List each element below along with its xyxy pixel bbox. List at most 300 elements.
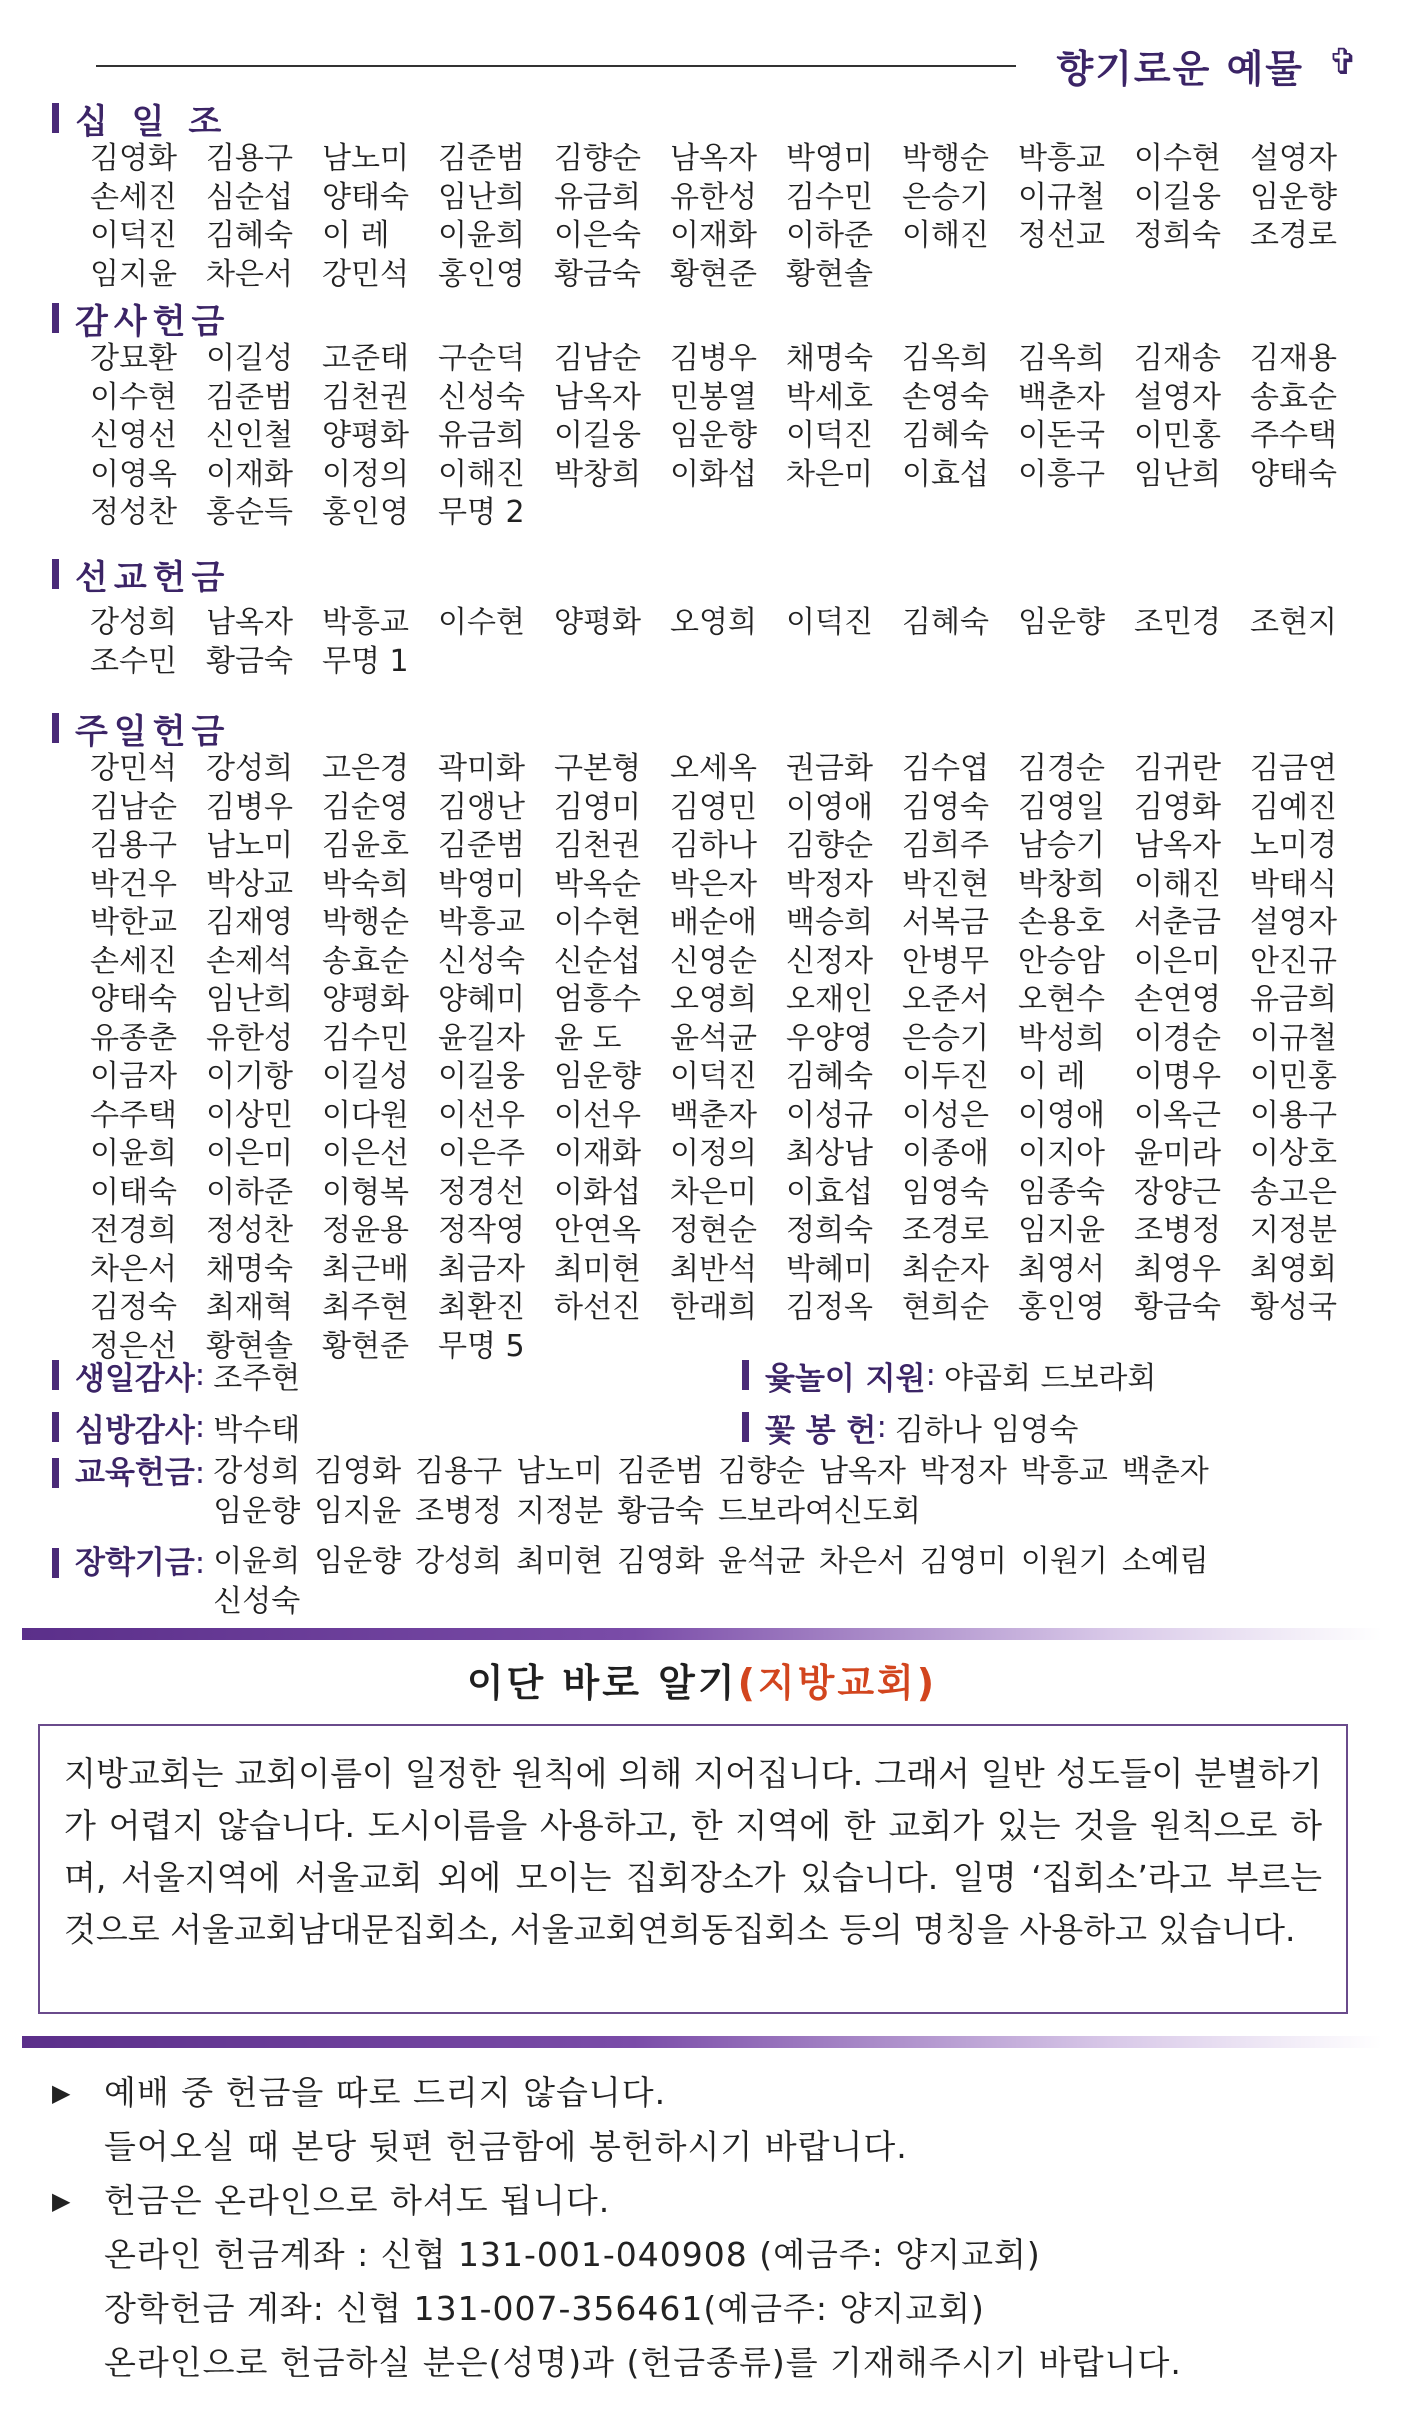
donor-name: 김정옥 bbox=[786, 1290, 873, 1325]
donor-name: 정경선 bbox=[438, 1174, 525, 1210]
donor-name: 조병정 bbox=[1134, 1213, 1221, 1248]
donor-name: 정희숙 bbox=[786, 1213, 873, 1248]
donor-name: 양혜미 bbox=[438, 982, 525, 1017]
donor-name: 정선교 bbox=[1018, 218, 1105, 253]
donor-name: 김혜숙 bbox=[206, 218, 293, 253]
donor-name: 임난희 bbox=[438, 179, 525, 215]
donor-name: 양평화 bbox=[322, 418, 409, 453]
donor-name: 이해진 bbox=[902, 218, 989, 253]
donor-name: 안병무 bbox=[902, 943, 989, 979]
divider-top bbox=[22, 1628, 1382, 1640]
name-list bbox=[90, 750, 1374, 1366]
donor-name: 이은주 bbox=[438, 1136, 525, 1171]
donor-name: 최금자 bbox=[438, 1251, 525, 1287]
donor-name: 이재화 bbox=[206, 456, 293, 492]
section-title: 선교헌금 bbox=[75, 557, 231, 598]
donor-name: 양태숙 bbox=[1250, 456, 1337, 492]
donor-name: 신성숙 bbox=[213, 1584, 301, 1619]
donor-name: 박흥교 bbox=[438, 905, 525, 940]
donor-name: 최미현 bbox=[554, 1251, 641, 1287]
donor-name: 유한성 bbox=[670, 179, 757, 215]
yut-value: 야곱회 드보라회 bbox=[943, 1361, 1157, 1396]
donor-name: 황현준 bbox=[670, 256, 757, 292]
donor-name: 김영미 bbox=[554, 789, 641, 825]
donor-name: 안연옥 bbox=[554, 1213, 641, 1248]
scholarship-label: 장학기금 bbox=[75, 1545, 195, 1581]
flower-label: 꽃 봉 헌 bbox=[765, 1412, 877, 1449]
donor-name: 손세진 bbox=[90, 179, 177, 215]
donor-name: 손제석 bbox=[206, 943, 293, 979]
donor-name: 신정자 bbox=[786, 943, 873, 979]
donor-name: 김남순 bbox=[554, 341, 641, 376]
donor-name: 임운향 bbox=[670, 418, 757, 453]
donor-name: 이영옥 bbox=[90, 456, 177, 492]
donor-name: 임지윤 bbox=[314, 1494, 402, 1529]
donor-name: 서춘금 bbox=[1134, 905, 1221, 940]
donor-name: 강성희 bbox=[90, 605, 177, 640]
note-line: 장학헌금 계좌: 신협 131-007-356461(예금주: 양지교회) bbox=[104, 2289, 985, 2328]
donor-name: 장양근 bbox=[1134, 1174, 1221, 1210]
donor-name: 노미경 bbox=[1250, 828, 1337, 863]
donor-name: 이하준 bbox=[206, 1174, 293, 1210]
donor-name: 조경로 bbox=[1250, 218, 1337, 253]
section-marker bbox=[52, 559, 59, 589]
donor-name: 신성숙 bbox=[438, 379, 525, 415]
page-header bbox=[96, 38, 1364, 94]
donor-name: 최환진 bbox=[438, 1290, 525, 1325]
donor-name: 정작영 bbox=[438, 1213, 525, 1248]
donor-name: 김준범 bbox=[617, 1454, 705, 1489]
donor-name: 조경로 bbox=[902, 1213, 989, 1248]
flower-offering: 꽃 봉 헌 : 김하나 임영숙 bbox=[742, 1404, 1078, 1450]
donor-name: 임운향 bbox=[554, 1059, 641, 1094]
donor-name: 이윤희 bbox=[90, 1136, 177, 1171]
donor-name: 황현솔 bbox=[206, 1328, 293, 1364]
donor-name: 유금희 bbox=[554, 179, 641, 215]
donor-name: 이화섭 bbox=[670, 456, 757, 492]
section-thanks bbox=[52, 296, 1374, 533]
donor-name: 이효섭 bbox=[786, 1174, 873, 1210]
yut-support: 윷놀이 지원 : 야곱회 드보라회 bbox=[742, 1352, 1156, 1398]
donor-name: 유금희 bbox=[438, 418, 525, 453]
donor-name: 황현준 bbox=[322, 1328, 409, 1364]
visit-label: 심방감사 bbox=[75, 1412, 195, 1449]
donor-name: 이정의 bbox=[322, 456, 409, 492]
donor-name: 신순섭 bbox=[554, 943, 641, 979]
scholarship-fund: 장학기금 : 이윤희 임운향 강성희 최미현 김영화 윤석균 차은서 김영미 이원기 소예림신성숙 bbox=[52, 1542, 1374, 1622]
donor-name: 엄흥수 bbox=[554, 982, 641, 1017]
name-list bbox=[90, 604, 1374, 681]
donor-name: 김향순 bbox=[786, 828, 873, 863]
donor-name: 이다원 bbox=[322, 1097, 409, 1133]
donor-name: 이재화 bbox=[554, 1136, 641, 1171]
donor-name: 오재인 bbox=[786, 982, 873, 1017]
donor-name: 이상호 bbox=[1250, 1136, 1337, 1171]
donor-name: 이영애 bbox=[1018, 1097, 1105, 1133]
donor-name: 채명숙 bbox=[786, 341, 873, 376]
donor-name: 이길웅 bbox=[1134, 179, 1221, 215]
donor-name: 김옥희 bbox=[902, 341, 989, 376]
donor-name: 유종춘 bbox=[90, 1020, 177, 1056]
info-title-accent: (지방교회) bbox=[737, 1661, 938, 1705]
donor-name: 신성숙 bbox=[438, 943, 525, 979]
donor-name: 안진규 bbox=[1250, 943, 1337, 979]
donor-name: 이민홍 bbox=[1250, 1059, 1337, 1094]
donor-name: 김용구 bbox=[415, 1454, 503, 1489]
donor-name: 정희숙 bbox=[1134, 218, 1221, 253]
donor-name: 이규철 bbox=[1018, 179, 1105, 215]
donor-name: 황금숙 bbox=[617, 1494, 705, 1529]
donor-name: 양평화 bbox=[322, 982, 409, 1017]
donor-name: 무명 5 bbox=[438, 1328, 525, 1364]
donor-name: 이두진 bbox=[902, 1059, 989, 1094]
donor-name: 정은선 bbox=[90, 1328, 177, 1364]
donor-name: 오세옥 bbox=[670, 751, 757, 786]
donor-name: 임운향 bbox=[314, 1544, 402, 1579]
donor-name: 우양영 bbox=[786, 1020, 873, 1056]
donor-name: 정성찬 bbox=[90, 495, 177, 530]
birthday-label: 생일감사 bbox=[75, 1360, 195, 1397]
donor-name: 정윤용 bbox=[322, 1213, 409, 1248]
donor-name: 백춘자 bbox=[670, 1097, 757, 1133]
donor-name: 최영회 bbox=[1250, 1251, 1337, 1287]
donor-name: 박태식 bbox=[1250, 866, 1337, 902]
donor-name: 박창희 bbox=[1018, 866, 1105, 902]
donor-name: 김천권 bbox=[322, 379, 409, 415]
donor-name: 김예진 bbox=[1250, 789, 1337, 825]
donor-name: 손세진 bbox=[90, 943, 177, 979]
donor-name: 이덕진 bbox=[90, 218, 177, 253]
donor-name: 서복금 bbox=[902, 905, 989, 940]
donor-name: 임난희 bbox=[206, 982, 293, 1017]
donor-name: 송고은 bbox=[1250, 1174, 1337, 1210]
donor-name: 양태숙 bbox=[322, 179, 409, 215]
info-title-main: 이단 바로 알기 bbox=[466, 1661, 738, 1705]
donor-name: 설영자 bbox=[1134, 379, 1221, 415]
donor-name: 김준범 bbox=[438, 141, 525, 176]
donor-name: 김혜숙 bbox=[786, 1059, 873, 1094]
donor-name: 김수민 bbox=[786, 179, 873, 215]
birthday-thanks: 생일감사 : 조주현 bbox=[52, 1352, 300, 1398]
donor-name: 차은미 bbox=[670, 1174, 757, 1210]
donor-name: 이은선 bbox=[322, 1136, 409, 1171]
donor-name: 남노미 bbox=[322, 141, 409, 176]
donor-name: 홍순득 bbox=[206, 495, 293, 530]
donor-name: 유한성 bbox=[206, 1020, 293, 1056]
donor-name: 조병정 bbox=[415, 1494, 503, 1529]
donor-name: 정현순 bbox=[670, 1213, 757, 1248]
donor-name: 김남순 bbox=[90, 789, 177, 825]
donor-name: 고준태 bbox=[322, 341, 409, 376]
donor-name: 설영자 bbox=[1250, 905, 1337, 940]
donor-name: 임난희 bbox=[1134, 456, 1221, 492]
note-line: 온라인 헌금계좌 : 신협 131-001-040908 (예금주: 양지교회) bbox=[104, 2235, 1041, 2274]
donor-name: 김향순 bbox=[718, 1454, 805, 1489]
donor-name: 김경순 bbox=[1018, 751, 1105, 786]
note-line: 들어오실 때 본당 뒷편 헌금함에 봉헌하시기 바랍니다. bbox=[104, 2127, 908, 2166]
cross-icon: ✞ bbox=[1327, 42, 1358, 83]
section-sunday bbox=[52, 706, 1374, 1366]
donor-name: 김귀란 bbox=[1134, 751, 1221, 786]
donor-name: 김영숙 bbox=[902, 789, 989, 825]
donor-name: 황현솔 bbox=[786, 256, 873, 292]
yut-label: 윷놀이 지원 bbox=[765, 1360, 926, 1397]
section-title: 주일헌금 bbox=[75, 711, 231, 752]
donor-name: 윤미라 bbox=[1134, 1136, 1221, 1171]
donor-name: 황금숙 bbox=[1134, 1290, 1221, 1325]
donor-name: 소예림 bbox=[1121, 1544, 1209, 1579]
donor-name: 조현지 bbox=[1250, 605, 1337, 640]
donor-name: 이성은 bbox=[902, 1097, 989, 1133]
donor-name: 김정숙 bbox=[90, 1290, 177, 1325]
donor-name: 남옥자 bbox=[670, 141, 757, 176]
info-body: 지방교회는 교회이름이 일정한 원칙에 의해 지어집니다. 그래서 일반 성도들이 분별하기가 어렵지 않습니다. 도시이름을 사용하고, 한 지역에 한 교회가 있는 것을 원칙으로 하며, 서울지역에 서울교회 외에 모이는 집회장소가 있습니다. 일명 ‘집회소’라고 부르는 것으로 서울교회남대문집회소, 서울교회연희동집회소 등의 명칭을 사용하고 있습니다. bbox=[64, 1754, 1322, 1949]
donor-name: 차은서 bbox=[818, 1544, 906, 1579]
donor-name: 박진현 bbox=[902, 866, 989, 902]
donor-name: 손연영 bbox=[1134, 982, 1221, 1017]
donor-name: 남옥자 bbox=[818, 1454, 906, 1489]
donor-name: 손영숙 bbox=[902, 379, 989, 415]
donor-name: 이하준 bbox=[786, 218, 873, 253]
donor-name: 임지윤 bbox=[90, 256, 177, 292]
donor-name: 박행순 bbox=[902, 141, 989, 176]
donor-name: 남옥자 bbox=[1134, 828, 1221, 863]
donor-name: 김천권 bbox=[554, 828, 641, 863]
donor-name: 강성희 bbox=[213, 1454, 301, 1489]
donor-name: 무명 1 bbox=[322, 643, 409, 679]
donor-name: 이금자 bbox=[90, 1059, 177, 1094]
donor-name: 임지윤 bbox=[1018, 1213, 1105, 1248]
donor-name: 이효섭 bbox=[902, 456, 989, 492]
donor-name: 남노미 bbox=[206, 828, 293, 863]
donor-name: 이수현 bbox=[1134, 141, 1221, 176]
donor-name: 강민석 bbox=[322, 256, 409, 292]
section-mission bbox=[52, 552, 1374, 681]
donor-name: 양태숙 bbox=[90, 982, 177, 1017]
donor-name: 이선우 bbox=[554, 1097, 641, 1133]
divider-bottom bbox=[22, 2036, 1382, 2048]
donor-name: 이태숙 bbox=[90, 1174, 177, 1210]
donor-name: 임종숙 bbox=[1018, 1174, 1105, 1210]
donor-name: 송효순 bbox=[322, 943, 409, 979]
donor-name: 이선우 bbox=[438, 1097, 525, 1133]
donor-name: 김영화 bbox=[314, 1454, 402, 1489]
donor-name: 오준서 bbox=[902, 982, 989, 1017]
donor-name: 이수현 bbox=[90, 379, 177, 415]
section-title: 십 일 조 bbox=[75, 101, 228, 142]
donor-name: 이해진 bbox=[438, 456, 525, 492]
donor-name: 고은경 bbox=[322, 751, 409, 786]
donor-name: 김수민 bbox=[322, 1020, 409, 1056]
donor-name: 오현수 bbox=[1018, 982, 1105, 1017]
donor-name: 이규철 bbox=[1250, 1020, 1337, 1056]
donor-name: 이화섭 bbox=[554, 1174, 641, 1210]
section-title: 감사헌금 bbox=[75, 301, 231, 342]
donor-name: 최미현 bbox=[516, 1544, 604, 1579]
donor-name: 김옥희 bbox=[1018, 341, 1105, 376]
donor-name: 이돈국 bbox=[1018, 418, 1105, 453]
donor-name: 김향순 bbox=[554, 141, 641, 176]
donor-name: 최순자 bbox=[902, 1251, 989, 1287]
education-label: 교육헌금 bbox=[75, 1455, 195, 1491]
note-line: ▶ 헌금은 온라인으로 하셔도 됩니다. bbox=[52, 2174, 1384, 2228]
donor-name: 채명숙 bbox=[206, 1251, 293, 1287]
donor-name: 임영숙 bbox=[902, 1174, 989, 1210]
donor-name: 이명우 bbox=[1134, 1059, 1221, 1094]
section-marker bbox=[52, 713, 59, 743]
header-rule bbox=[96, 65, 1016, 67]
donor-name: 이은미 bbox=[1134, 943, 1221, 979]
donor-name: 황성국 bbox=[1250, 1290, 1337, 1325]
donor-name: 최상남 bbox=[786, 1136, 873, 1171]
donor-name: 오영희 bbox=[670, 982, 757, 1017]
donor-name: 은승기 bbox=[902, 179, 989, 215]
donor-name: 백춘자 bbox=[1018, 379, 1105, 415]
birthday-value: 조주현 bbox=[213, 1361, 301, 1396]
donor-name: 김순영 bbox=[322, 789, 409, 825]
donor-name: 홍인영 bbox=[322, 495, 409, 530]
donor-name: 황금숙 bbox=[554, 256, 641, 292]
donor-name: 김병우 bbox=[206, 789, 293, 825]
donor-name: 박창희 bbox=[554, 456, 641, 492]
donor-name: 박정자 bbox=[919, 1454, 1007, 1489]
donor-name: 최근배 bbox=[322, 1251, 409, 1287]
donor-name: 김영화 bbox=[617, 1544, 705, 1579]
bullet-arrow-icon: ▶ bbox=[52, 2187, 71, 2215]
donor-name: 이성규 bbox=[786, 1097, 873, 1133]
scholarship-names bbox=[213, 1542, 1263, 1622]
donor-name: 백승희 bbox=[786, 905, 873, 940]
donor-name: 수주택 bbox=[90, 1097, 177, 1133]
donor-name: 임운향 bbox=[213, 1494, 301, 1529]
donor-name: 김영화 bbox=[1134, 789, 1221, 825]
donor-name: 이해진 bbox=[1134, 866, 1221, 902]
donor-name: 신인철 bbox=[206, 418, 293, 453]
donor-name: 남승기 bbox=[1018, 828, 1105, 863]
donor-name: 김앵난 bbox=[438, 789, 525, 825]
donor-name: 최영서 bbox=[1018, 1251, 1105, 1287]
offering-notes bbox=[52, 2066, 1384, 2390]
donor-name: 이원기 bbox=[1020, 1544, 1108, 1579]
donor-name: 이덕진 bbox=[786, 418, 873, 453]
donor-name: 윤 도 bbox=[554, 1020, 622, 1056]
donor-name: 박상교 bbox=[206, 866, 293, 902]
donor-name: 김준범 bbox=[206, 379, 293, 415]
donor-name: 심순섭 bbox=[206, 179, 293, 215]
donor-name: 이종애 bbox=[902, 1136, 989, 1171]
donor-name: 이덕진 bbox=[670, 1059, 757, 1094]
donor-name: 박옥순 bbox=[554, 866, 641, 902]
donor-name: 김준범 bbox=[438, 828, 525, 863]
donor-name: 민봉열 bbox=[670, 379, 757, 415]
donor-name: 최영우 bbox=[1134, 1251, 1221, 1287]
donor-name: 황금숙 bbox=[206, 643, 293, 679]
donor-name: 박흥교 bbox=[1018, 141, 1105, 176]
donor-name: 전경희 bbox=[90, 1213, 177, 1248]
donor-name: 김희주 bbox=[902, 828, 989, 863]
donor-name: 홍인영 bbox=[1018, 1290, 1105, 1325]
donor-name: 박성희 bbox=[1018, 1020, 1105, 1056]
donor-name: 홍인영 bbox=[438, 256, 525, 292]
donor-name: 최재혁 bbox=[206, 1290, 293, 1325]
visit-value: 박수태 bbox=[213, 1413, 301, 1448]
donor-name: 구순덕 bbox=[438, 341, 525, 376]
donor-name: 남노미 bbox=[516, 1454, 604, 1489]
donor-name: 이재화 bbox=[670, 218, 757, 253]
donor-name: 차은미 bbox=[786, 456, 873, 492]
donor-name: 이길성 bbox=[322, 1059, 409, 1094]
section-marker bbox=[52, 1412, 59, 1442]
donor-name: 강묘환 bbox=[90, 341, 177, 376]
donor-name: 김재용 bbox=[1250, 341, 1337, 376]
note-line: ▶ 예배 중 헌금을 따로 드리지 않습니다. bbox=[52, 2066, 1384, 2120]
donor-name: 조민경 bbox=[1134, 605, 1221, 640]
donor-name: 곽미화 bbox=[438, 751, 525, 786]
section-marker bbox=[52, 303, 59, 333]
donor-name: 무명 2 bbox=[438, 495, 525, 530]
donor-name: 이수현 bbox=[554, 905, 641, 940]
donor-name: 윤석균 bbox=[670, 1020, 757, 1056]
donor-name: 신영선 bbox=[90, 418, 177, 453]
education-names bbox=[213, 1452, 1263, 1532]
donor-name: 김영미 bbox=[919, 1544, 1007, 1579]
info-title bbox=[0, 1652, 1404, 1707]
donor-name: 김금연 bbox=[1250, 751, 1337, 786]
donor-name: 박정자 bbox=[786, 866, 873, 902]
info-box bbox=[38, 1724, 1348, 2014]
donor-name: 박영미 bbox=[786, 141, 873, 176]
donor-name: 이길웅 bbox=[438, 1059, 525, 1094]
donor-name: 이영애 bbox=[786, 789, 873, 825]
section-marker bbox=[52, 1458, 59, 1488]
donor-name: 강민석 bbox=[90, 751, 177, 786]
donor-name: 이은숙 bbox=[554, 218, 641, 253]
donor-name: 구본형 bbox=[554, 751, 641, 786]
donor-name: 조수민 bbox=[90, 643, 177, 679]
donor-name: 드보라여신도회 bbox=[718, 1494, 921, 1529]
donor-name: 박세호 bbox=[786, 379, 873, 415]
donor-name: 김용구 bbox=[90, 828, 177, 863]
donor-name: 김하나 bbox=[670, 828, 757, 863]
donor-name: 차은서 bbox=[90, 1251, 177, 1287]
donor-name: 하선진 bbox=[554, 1290, 641, 1325]
donor-name: 이지아 bbox=[1018, 1136, 1105, 1171]
donor-name: 윤석균 bbox=[718, 1544, 805, 1579]
donor-name: 김재송 bbox=[1134, 341, 1221, 376]
education-offering: 교육헌금 : 강성희 김영화 김용구 남노미 김준범 김향순 남옥자 박정자 박흥교 백춘자임운향 임지윤 조병정 지정분 황금숙 드보라여신도회 bbox=[52, 1452, 1374, 1532]
donor-name: 김영일 bbox=[1018, 789, 1105, 825]
donor-name: 이옥근 bbox=[1134, 1097, 1221, 1133]
donor-name: 남옥자 bbox=[554, 379, 641, 415]
donor-name: 남옥자 bbox=[206, 605, 293, 640]
section-marker bbox=[742, 1360, 749, 1390]
bullet-arrow-icon: ▶ bbox=[52, 2079, 71, 2107]
donor-name: 양평화 bbox=[554, 605, 641, 640]
section-marker bbox=[52, 1360, 59, 1390]
flower-value: 김하나 임영숙 bbox=[894, 1413, 1079, 1448]
donor-name: 안승암 bbox=[1018, 943, 1105, 979]
donor-name: 박한교 bbox=[90, 905, 177, 940]
donor-name: 배순애 bbox=[670, 905, 757, 940]
donor-name: 유금희 bbox=[1250, 982, 1337, 1017]
donor-name: 최반석 bbox=[670, 1251, 757, 1287]
donor-name: 김혜숙 bbox=[902, 605, 989, 640]
donor-name: 임운향 bbox=[1250, 179, 1337, 215]
donor-name: 이덕진 bbox=[786, 605, 873, 640]
donor-name: 김영화 bbox=[90, 141, 177, 176]
donor-name: 김혜숙 bbox=[902, 418, 989, 453]
donor-name: 이용구 bbox=[1250, 1097, 1337, 1133]
